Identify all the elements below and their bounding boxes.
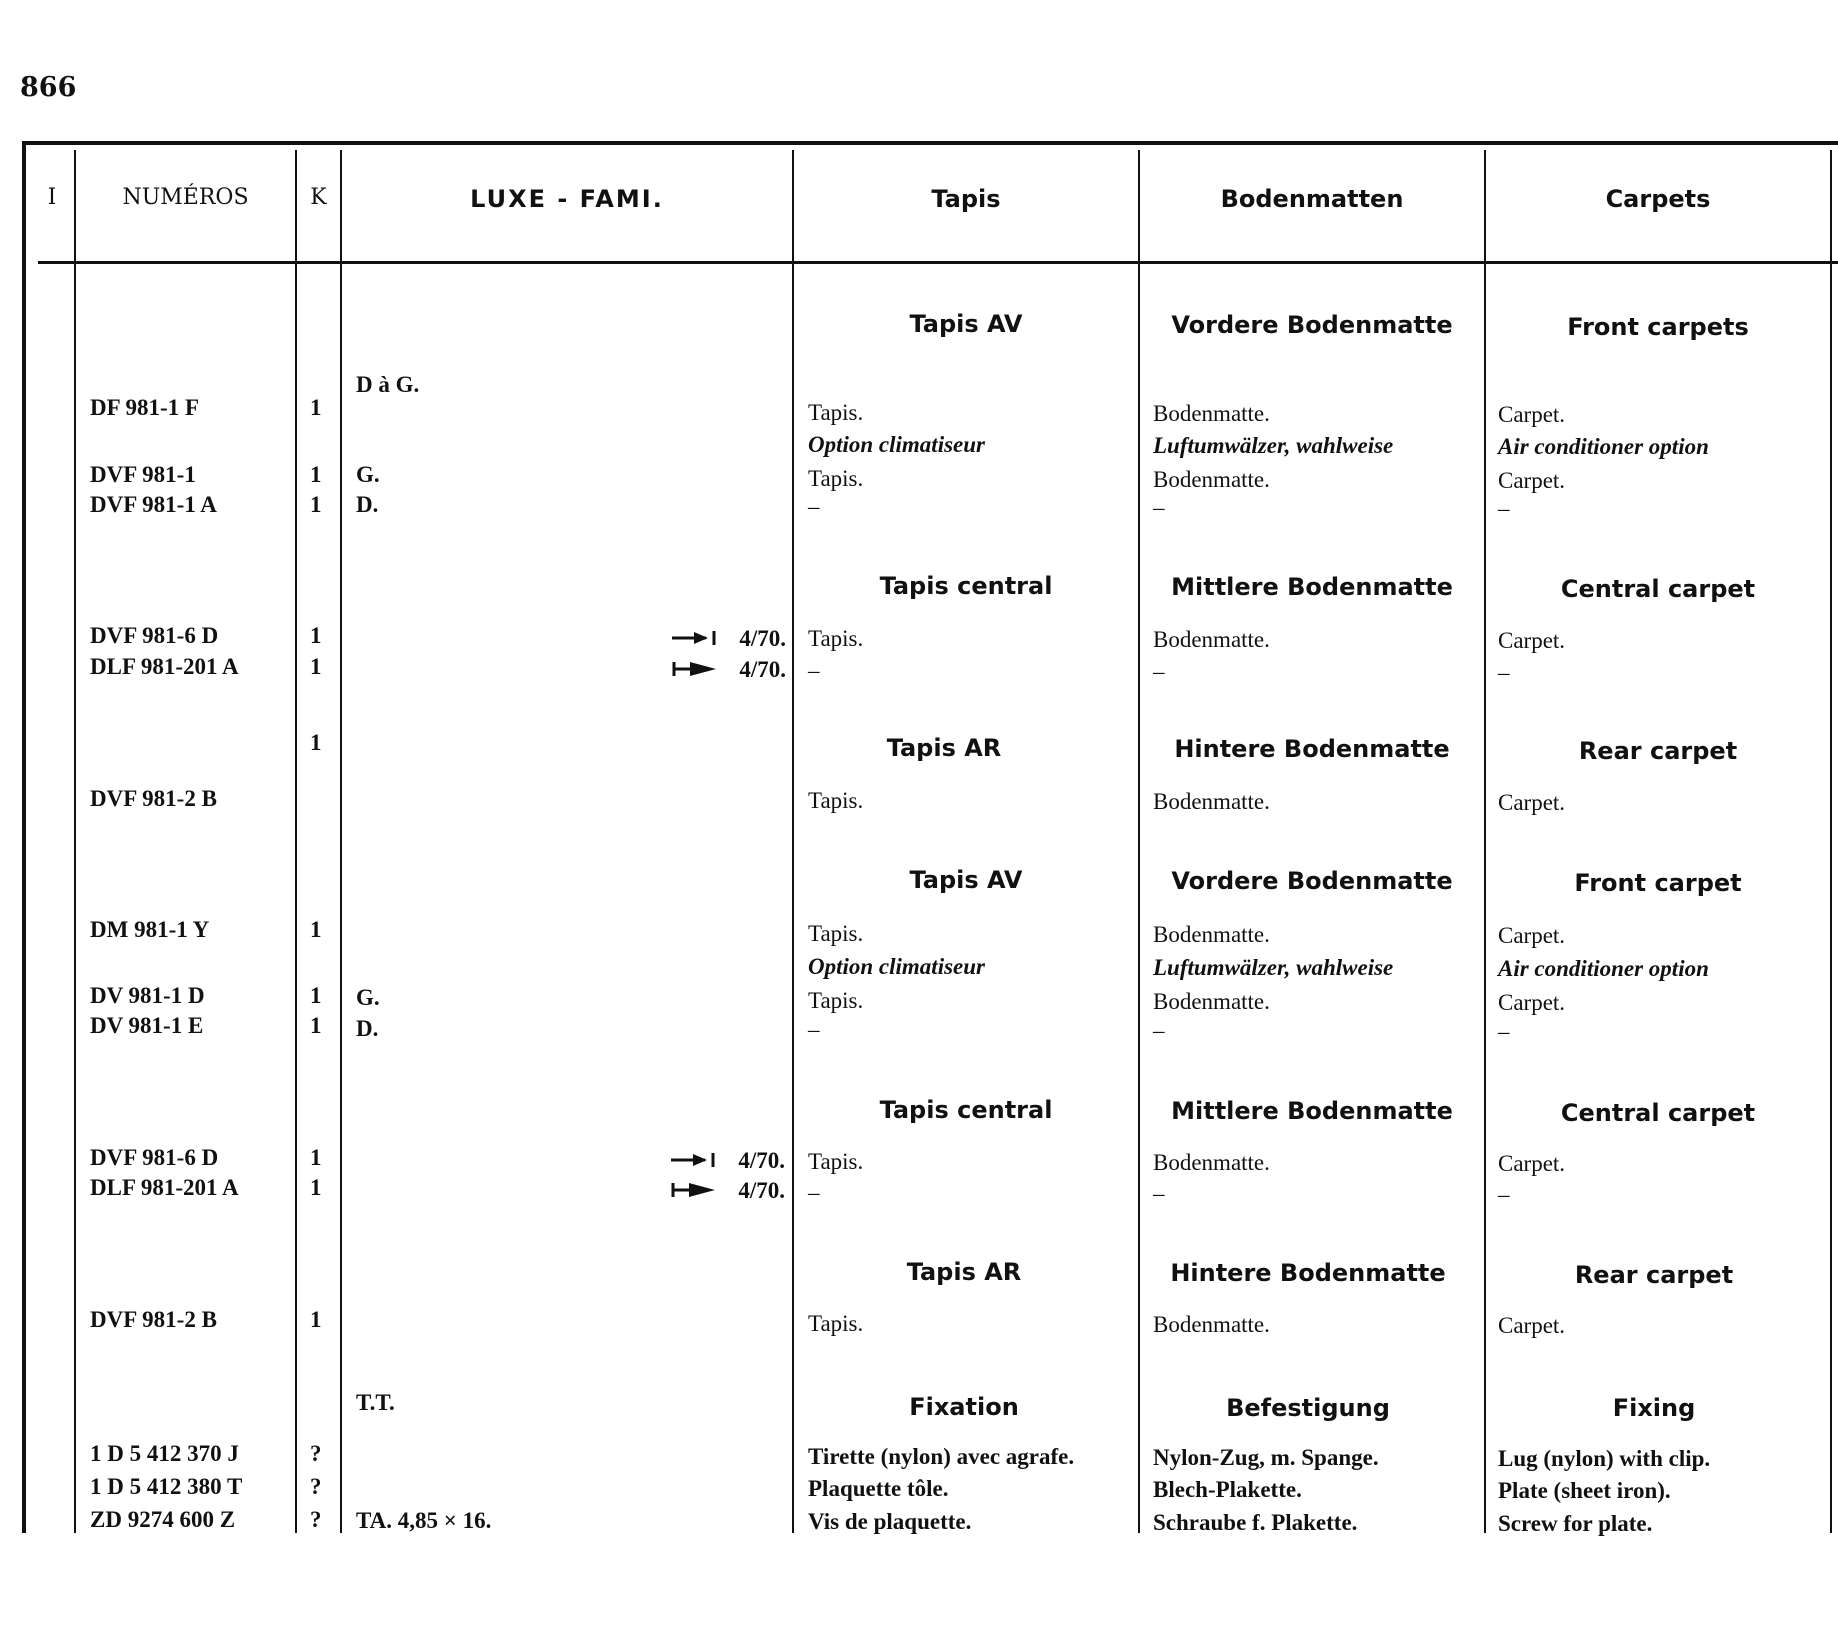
section-title-de: Vordere Bodenmatte [1171, 311, 1453, 339]
quantity: 1 [310, 1175, 322, 1200]
part-number: DVF 981-6 D [90, 1145, 219, 1170]
desc-fr: Tapis. [808, 400, 864, 425]
desc-en: Carpet. [1498, 990, 1566, 1015]
section-title-de: Vordere Bodenmatte [1171, 867, 1453, 895]
desc-fr: Tapis. [808, 1311, 864, 1336]
quantity: 1 [310, 730, 322, 755]
desc-de: – [1153, 1018, 1165, 1043]
section-title-de: Hintere Bodenmatte [1170, 1259, 1446, 1287]
section-title-de: Hintere Bodenmatte [1174, 735, 1450, 763]
desc-de: – [1153, 659, 1165, 684]
desc-de: – [1153, 1181, 1165, 1206]
desc-en: Screw for plate. [1498, 1511, 1653, 1536]
part-number: DVF 981-6 D [90, 623, 219, 648]
desc-fr: Tapis. [808, 1149, 864, 1174]
desc-fr: Vis de plaquette. [808, 1509, 972, 1534]
quantity: 1 [310, 1307, 322, 1332]
part-number: 1 D 5 412 370 J [90, 1441, 239, 1466]
section-title-fr: Tapis central [879, 572, 1053, 600]
section-title-en: Rear carpet [1578, 737, 1738, 765]
desc-fr: – [808, 1180, 820, 1205]
desc-en: Carpet. [1498, 628, 1566, 653]
desc-en: – [1498, 1019, 1510, 1044]
desc-de: – [1153, 495, 1165, 520]
date-cell: 4/70. [738, 1148, 785, 1173]
date-cell: 4/70. [739, 626, 786, 651]
part-number: DM 981-1 Y [90, 917, 210, 942]
page-number: 866 [20, 72, 77, 103]
quantity: 1 [310, 917, 322, 942]
header-bodenmatten: Bodenmatten [1220, 185, 1404, 213]
part-number: DF 981-1 F [90, 395, 200, 420]
quantity: 1 [310, 395, 322, 420]
desc-fr: – [808, 494, 820, 519]
part-number: DV 981-1 E [90, 1013, 204, 1038]
desc-de: Luftumwälzer, wahlweise [1153, 433, 1394, 458]
quantity: 1 [310, 983, 322, 1008]
luxe-cell: G. [356, 462, 380, 487]
quantity: 1 [310, 654, 322, 679]
quantity: 1 [310, 1145, 322, 1170]
section-title-en: Central carpet [1560, 575, 1756, 603]
luxe-cell: D à G. [356, 372, 420, 397]
desc-de: Blech-Plakette. [1153, 1477, 1302, 1502]
desc-de: Bodenmatte. [1153, 922, 1270, 947]
header-index: I [47, 185, 57, 210]
section-title-en: Central carpet [1560, 1099, 1756, 1127]
desc-en: Carpet. [1498, 402, 1566, 427]
date-cell: 4/70. [738, 1178, 785, 1203]
desc-de: Bodenmatte. [1153, 401, 1270, 426]
column-divider [1138, 150, 1140, 1533]
header-bottom-rule [38, 261, 1838, 264]
desc-de: Nylon-Zug, m. Spange. [1153, 1445, 1379, 1470]
header-tapis: Tapis [931, 185, 1001, 213]
date-cell: 4/70. [739, 657, 786, 682]
desc-en: Carpet. [1498, 1151, 1566, 1176]
section-title-en: Front carpets [1567, 313, 1749, 341]
desc-fr: Tapis. [808, 988, 864, 1013]
quantity: 1 [310, 492, 322, 517]
desc-en: Carpet. [1498, 790, 1566, 815]
column-divider [295, 150, 297, 1533]
desc-de: Bodenmatte. [1153, 1312, 1270, 1337]
desc-en: – [1498, 496, 1510, 521]
part-number: DLF 981-201 A [90, 654, 239, 679]
quantity: 1 [310, 462, 322, 487]
section-title-fr: Tapis AV [909, 310, 1023, 338]
part-number: DVF 981-1 A [90, 492, 217, 517]
desc-en: Plate (sheet iron). [1498, 1478, 1671, 1503]
desc-en: – [1498, 660, 1510, 685]
part-number: DV 981-1 D [90, 983, 205, 1008]
section-title-fr: Tapis AR [906, 1258, 1022, 1286]
desc-en: Lug (nylon) with clip. [1498, 1446, 1711, 1471]
section-title-de: Mittlere Bodenmatte [1171, 1097, 1453, 1125]
desc-en: Carpet. [1498, 468, 1566, 493]
quantity: ? [310, 1474, 322, 1499]
desc-en: Carpet. [1498, 1313, 1566, 1338]
luxe-cell: T.T. [356, 1390, 395, 1415]
part-number: DVF 981-2 B [90, 786, 217, 811]
part-number: DVF 981-1 [90, 462, 196, 487]
desc-de: Luftumwälzer, wahlweise [1153, 955, 1394, 980]
desc-de: Bodenmatte. [1153, 1150, 1270, 1175]
desc-fr: Option climatiseur [808, 954, 985, 979]
table-top-rule [24, 141, 1838, 145]
section-title-de: Befestigung [1226, 1394, 1390, 1422]
desc-de: Bodenmatte. [1153, 789, 1270, 814]
section-title-fr: Tapis central [879, 1096, 1053, 1124]
desc-de: Bodenmatte. [1153, 467, 1270, 492]
section-title-fr: Tapis AV [909, 866, 1023, 894]
header-numeros: NUMÉROS [122, 185, 249, 210]
quantity: 1 [310, 623, 322, 648]
header-luxe-fami: LUXE - FAMI. [470, 185, 664, 213]
column-divider [792, 150, 794, 1533]
section-title-fr: Fixation [909, 1393, 1019, 1421]
desc-fr: Option climatiseur [808, 432, 985, 457]
header-carpets: Carpets [1605, 185, 1711, 213]
desc-fr: – [808, 1017, 820, 1042]
part-number: DLF 981-201 A [90, 1175, 239, 1200]
desc-fr: Tapis. [808, 626, 864, 651]
column-divider [1484, 150, 1486, 1533]
section-title-de: Mittlere Bodenmatte [1171, 573, 1453, 601]
part-number: ZD 9274 600 Z [90, 1507, 236, 1532]
quantity: 1 [310, 1013, 322, 1038]
desc-en: Air conditioner option [1498, 956, 1709, 981]
desc-de: Schraube f. Plakette. [1153, 1510, 1358, 1535]
section-title-en: Rear carpet [1574, 1261, 1734, 1289]
luxe-cell: G. [356, 985, 380, 1010]
desc-fr: Plaquette tôle. [808, 1476, 949, 1501]
desc-en: – [1498, 1182, 1510, 1207]
desc-de: Bodenmatte. [1153, 989, 1270, 1014]
desc-en: Air conditioner option [1498, 434, 1709, 459]
desc-fr: Tapis. [808, 466, 864, 491]
desc-de: Bodenmatte. [1153, 627, 1270, 652]
part-number: DVF 981-2 B [90, 1307, 217, 1332]
column-divider [340, 150, 342, 1533]
section-title-en: Fixing [1612, 1394, 1696, 1422]
column-divider [74, 150, 76, 1533]
table-left-border [22, 141, 26, 1533]
section-title-fr: Tapis AR [886, 734, 1002, 762]
header-k: K [310, 185, 327, 210]
part-number: 1 D 5 412 380 T [90, 1474, 243, 1499]
quantity: ? [310, 1441, 322, 1466]
luxe-cell: D. [356, 492, 379, 517]
luxe-cell: D. [356, 1016, 379, 1041]
desc-fr: – [808, 658, 820, 683]
desc-en: Carpet. [1498, 923, 1566, 948]
quantity: ? [310, 1507, 322, 1532]
desc-fr: Tirette (nylon) avec agrafe. [808, 1444, 1075, 1469]
desc-fr: Tapis. [808, 788, 864, 813]
desc-fr: Tapis. [808, 921, 864, 946]
column-divider [1830, 150, 1832, 1533]
section-title-en: Front carpet [1574, 869, 1742, 897]
luxe-cell: TA. 4,85 × 16. [356, 1508, 492, 1533]
